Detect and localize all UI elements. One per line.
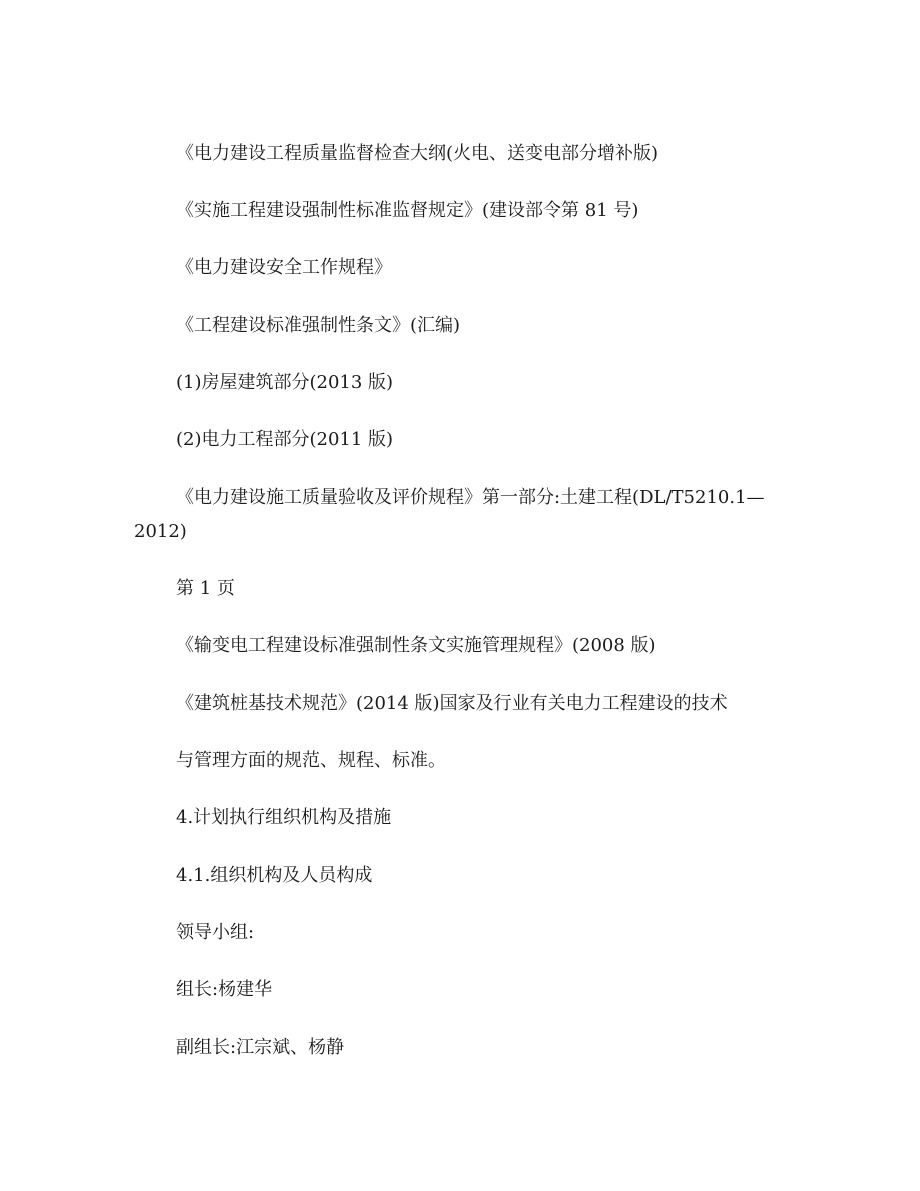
reference-line-safety-rules: 《电力建设安全工作规程》 xyxy=(176,257,392,278)
reference-line-mandatory-provisions: 《工程建设标准强制性条文》(汇编) xyxy=(176,315,461,336)
reference-line-transmission-management: 《输变电工程建设标准强制性条文实施管理规程》(2008 版) xyxy=(176,635,656,656)
reference-line-mandatory-standard-supervision: 《实施工程建设强制性标准监督规定》(建设部令第 81 号) xyxy=(176,200,639,221)
reference-subitem-housing: (1)房屋建筑部分(2013 版) xyxy=(176,372,394,393)
reference-line-pile-foundation-continued: 与管理方面的规范、规程、标准。 xyxy=(176,750,446,771)
section-heading-4-1: 4.1.组织机构及人员构成 xyxy=(176,865,373,886)
leadership-group-label: 领导小组: xyxy=(176,922,255,943)
reference-line-acceptance-rules-continued: 2012) xyxy=(134,521,187,542)
reference-line-pile-foundation: 《建筑桩基技术规范》(2014 版)国家及行业有关电力工程建设的技术 xyxy=(176,693,728,714)
reference-line-acceptance-rules: 《电力建设施工质量验收及评价规程》第一部分:土建工程(DL/T5210.1— xyxy=(176,487,765,508)
section-heading-4: 4.计划执行组织机构及措施 xyxy=(176,807,392,828)
reference-line-quality-supervision: 《电力建设工程质量监督检查大纲(火电、送变电部分增补版) xyxy=(176,143,659,164)
deputy-leader-line: 副组长:江宗斌、杨静 xyxy=(176,1037,345,1058)
page-number: 第 1 页 xyxy=(176,578,235,599)
reference-subitem-power: (2)电力工程部分(2011 版) xyxy=(176,429,394,450)
group-leader-line: 组长:杨建华 xyxy=(176,979,273,1000)
